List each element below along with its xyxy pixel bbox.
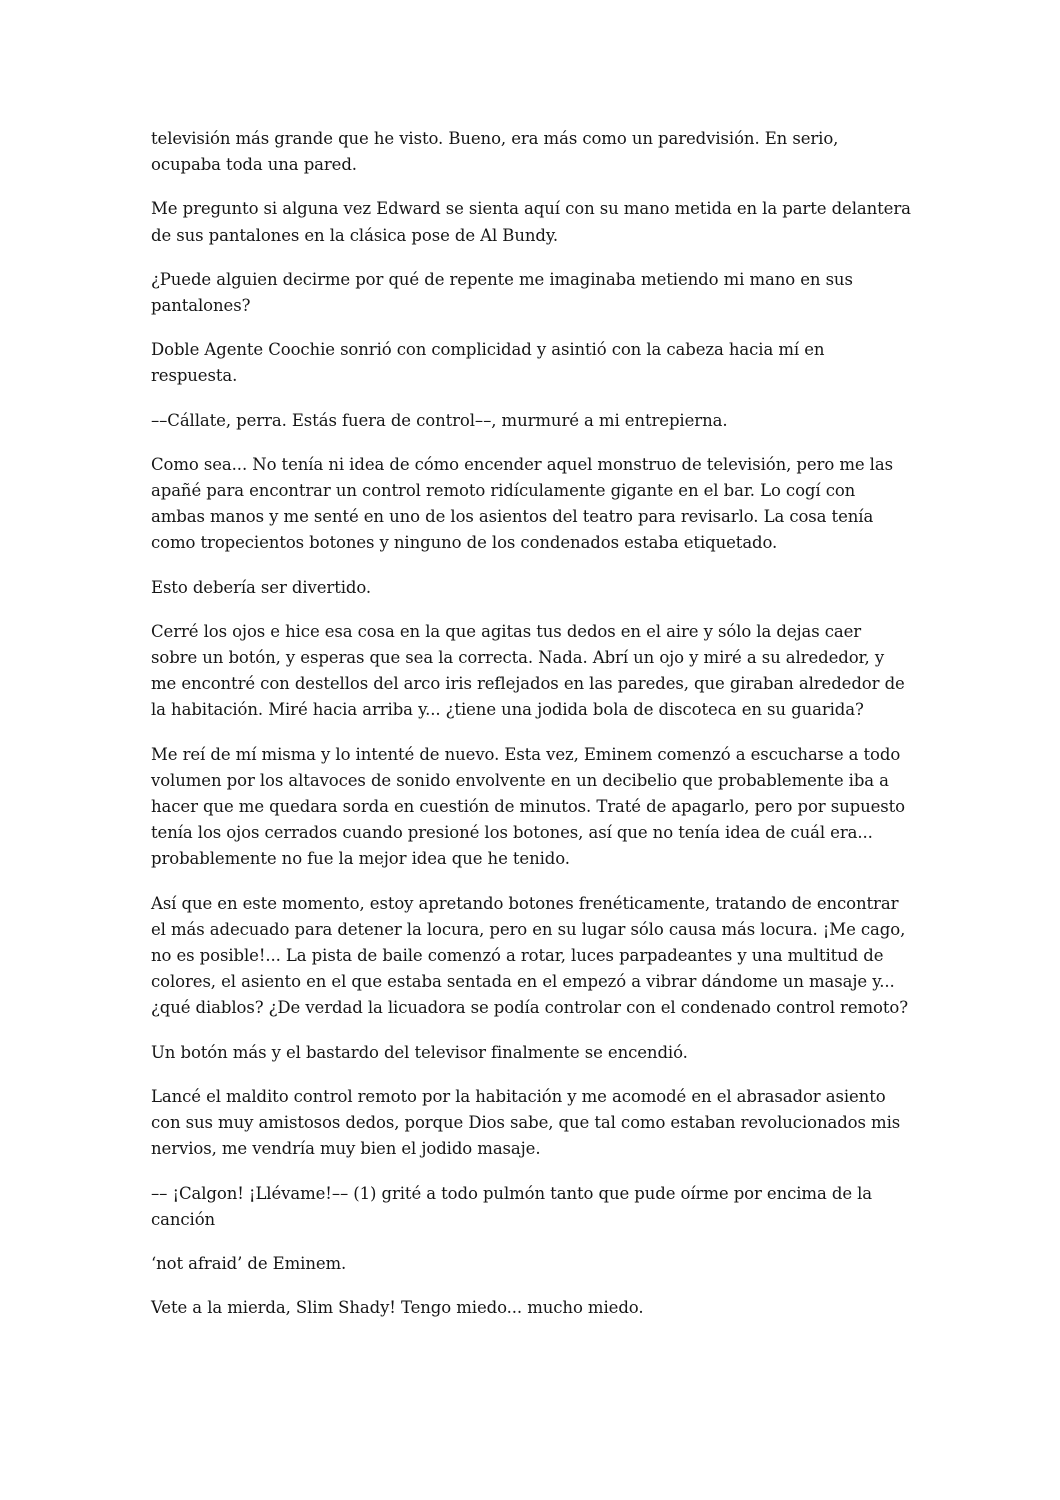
- paragraph: Así que en este momento, estoy apretando botones frenéticamente, tratando de encontrar el más adecuado para detener la locura, pero en su lugar sólo causa más locura. ¡Me cago, no es posible!... La pista de baile comenzó a rotar, luces parpadeantes y una multitud de colores, el asiento en el que estaba sentada en el empezó a vibrar dándome un masaje y... ¿qué diablos? ¿De verdad la licuadora se podía controlar con el condenado control remoto?: [151, 893, 908, 1018]
- paragraph: Como sea... No tenía ni idea de cómo encender aquel monstruo de televisión, pero me las apañé para encontrar un control remoto ridículamente gigante en el bar. Lo cogí con ambas manos y me senté en uno de los asientos del teatro para revisarlo. La cosa tenía como tropecientos botones y ninguno de los condenados estaba etiquetado.: [151, 454, 893, 553]
- paragraph: ¿Puede alguien decirme por qué de repente me imaginaba metiendo mi mano en sus pantalones?: [151, 269, 853, 316]
- paragraph: Esto debería ser divertido.: [151, 577, 372, 597]
- paragraph: ‘not afraid’ de Eminem.: [151, 1253, 347, 1273]
- paragraph: –– ¡Calgon! ¡Llévame!–– (1) grité a todo pulmón tanto que pude oírme por encima de la canción: [151, 1183, 873, 1229]
- paragraph: Vete a la mierda, Slim Shady! Tengo miedo... mucho miedo.: [151, 1298, 644, 1318]
- paragraph: Doble Agente Coochie sonrió con complicidad y asintió con la cabeza hacia mí en respuesta.: [151, 340, 825, 386]
- paragraph: Lancé el maldito control remoto por la habitación y me acomodé en el abrasador asiento con sus muy amistosos dedos, porque Dios sabe, que tal como estaban revolucionados mis nervios, me vendría muy bien el jodido masaje.: [151, 1086, 901, 1159]
- paragraph: Me pregunto si alguna vez Edward se sienta aquí con su mano metida en la parte delantera de sus pantalones en la clásica pose de Al Bundy.: [151, 199, 911, 245]
- document-body: [151, 126, 911, 1339]
- paragraph: Me reí de mí misma y lo intenté de nuevo. Esta vez, Eminem comenzó a escucharse a todo volumen por los altavoces de sonido envolvente en un decibelio que probablemente iba a hacer que me quedara sorda en cuestión de minutos. Traté de apagarlo, pero por supuesto tenía los ojos cerrados cuando presioné los botones, así que no tenía idea de cuál era... probablemente no fue la mejor idea que he tenido.: [151, 744, 905, 869]
- paragraph: Un botón más y el bastardo del televisor finalmente se encendió.: [151, 1042, 688, 1062]
- paragraph: ––Cállate, perra. Estás fuera de control––, murmuré a mi entrepierna.: [151, 410, 728, 430]
- paragraph: televisión más grande que he visto. Bueno, era más como un paredvisión. En serio, ocupaba toda una pared.: [151, 129, 839, 175]
- paragraph: Cerré los ojos e hice esa cosa en la que agitas tus dedos en el aire y sólo la dejas caer sobre un botón, y esperas que sea la correcta. Nada. Abrí un ojo y miré a su alrededor, y me encontré con destellos del arco iris reflejados en las paredes, que giraban alrededor de la habitación. Miré hacia arriba y... ¿tiene una jodida bola de discoteca en su guarida?: [151, 621, 905, 720]
